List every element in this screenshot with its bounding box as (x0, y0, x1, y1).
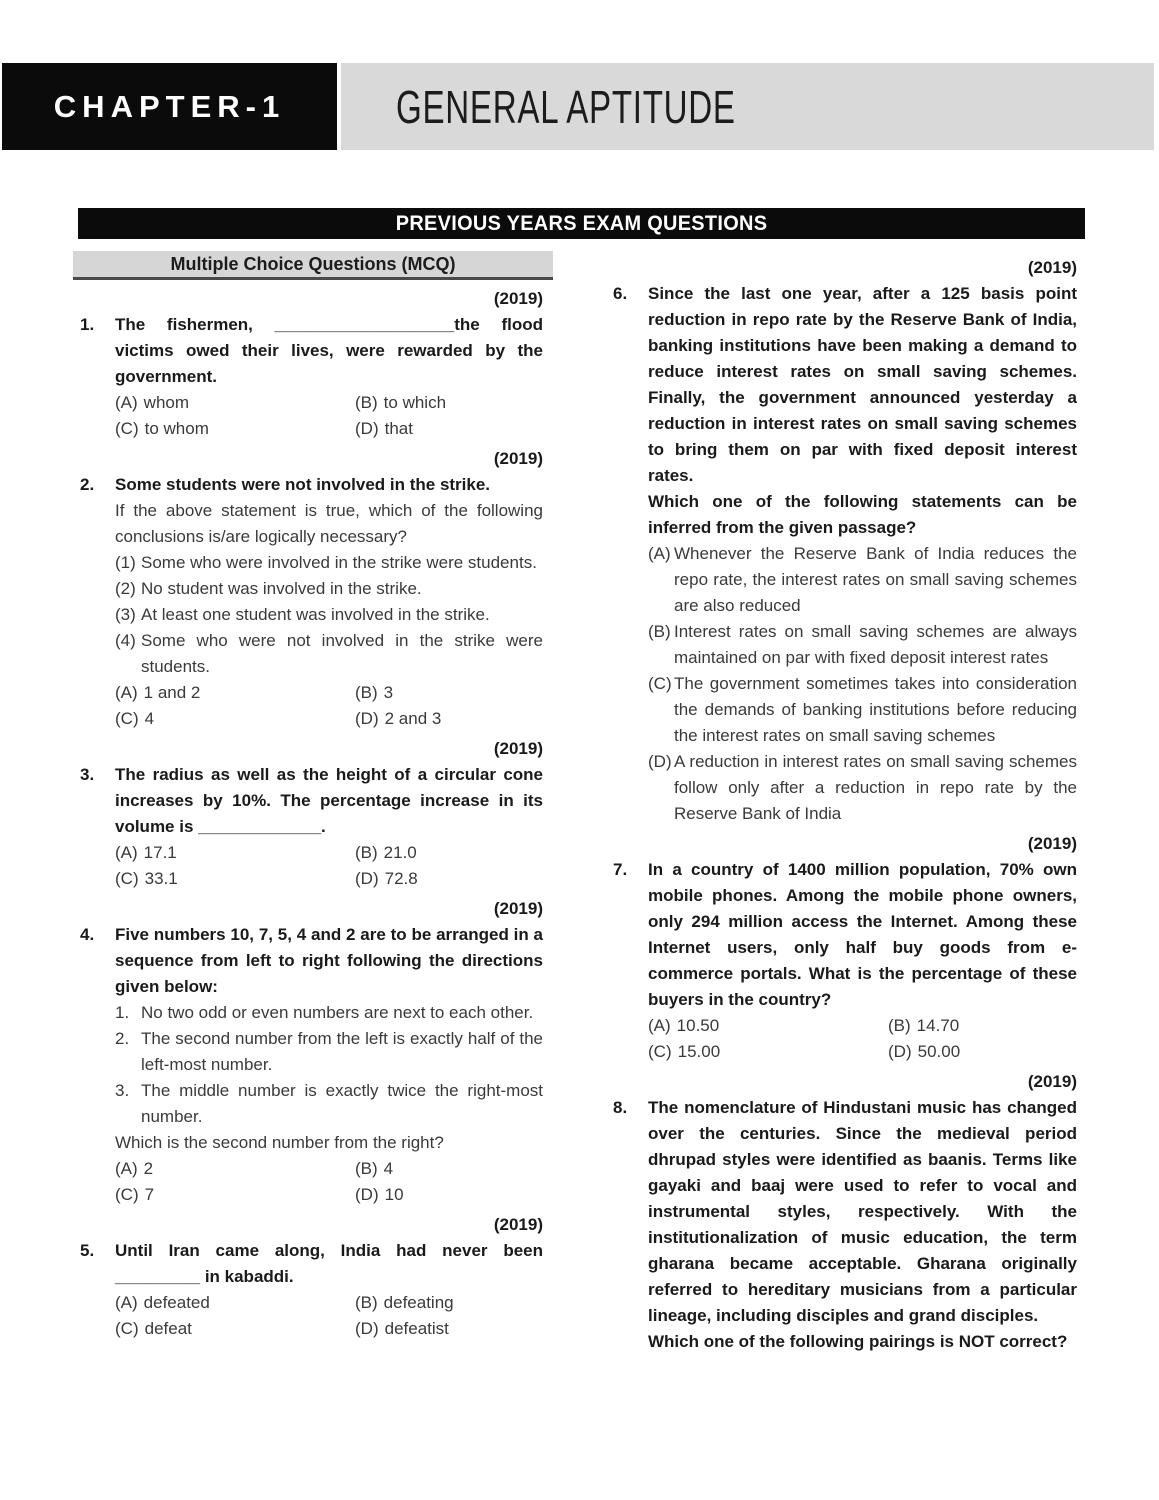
option (888, 1013, 1077, 1039)
option-text: 10 (384, 1185, 404, 1204)
option-label: (B) (355, 393, 378, 412)
question-text: Some students were not involved in the strike. (115, 475, 491, 494)
mcq-section-label: Multiple Choice Questions (MCQ) (170, 254, 456, 274)
option (648, 1013, 888, 1039)
subitem-text: At least one student was involved in the strike. (141, 605, 490, 624)
question-number: 5. (80, 1241, 95, 1260)
option-label: (C) (115, 1185, 139, 1204)
option (115, 390, 355, 416)
question-subitem (80, 576, 543, 602)
question-number: 7. (613, 860, 628, 879)
question-text: Until Iran came along, India had never been _________ in kabaddi. (115, 1241, 543, 1286)
question-number: 8. (613, 1098, 628, 1117)
option-text: 33.1 (144, 869, 178, 888)
option-label: (B) (355, 683, 378, 702)
option-text: 2 (143, 1159, 154, 1178)
question-number: 4. (80, 925, 95, 944)
option-text: 21.0 (383, 843, 417, 862)
option (613, 541, 1077, 619)
option-text: 7 (144, 1185, 155, 1204)
option-label: (B) (888, 1016, 911, 1035)
option (648, 1039, 888, 1065)
question-text: Which is the second number from the right? (115, 1133, 444, 1152)
question (80, 922, 543, 1208)
option (355, 1316, 543, 1342)
option (115, 866, 355, 892)
year-label: (2019) (493, 739, 543, 758)
option-text: that (384, 419, 413, 438)
options-grid (613, 1013, 1077, 1065)
option (613, 749, 1077, 827)
question-lead (80, 922, 543, 1000)
option-text: 17.1 (143, 843, 177, 862)
option-label: (A) (115, 1159, 138, 1178)
option-label: (A) (648, 1016, 671, 1035)
question (613, 1095, 1077, 1355)
option-text: 50.00 (917, 1042, 961, 1061)
option (888, 1039, 1077, 1065)
mcq-section-header (73, 251, 553, 280)
option (355, 1156, 543, 1182)
option-label: (D) (355, 869, 379, 888)
option-text: The government sometimes takes into consideration the demands of banking institutions before reducing the interest rates on small saving schemes (674, 674, 1077, 745)
option-text: 14.70 (916, 1016, 960, 1035)
option-text: defeating (383, 1293, 454, 1312)
option-label: (D) (355, 1185, 379, 1204)
option-label: (C) (115, 1319, 139, 1338)
option-label: (D) (648, 752, 672, 771)
question-lead (613, 1095, 1077, 1329)
subitem-label: (1) (115, 553, 136, 572)
option-text: to which (383, 393, 447, 412)
option-text: to whom (144, 419, 209, 438)
option-label: (D) (355, 709, 379, 728)
option-text: 4 (144, 709, 155, 728)
options-grid (80, 1290, 543, 1342)
question (80, 1238, 543, 1342)
subitem-label: 3. (115, 1081, 130, 1100)
question-columns (80, 251, 1077, 1355)
question-number: 2. (80, 475, 95, 494)
options-grid (80, 680, 543, 732)
question (613, 857, 1077, 1065)
question-lead (80, 762, 543, 840)
option (355, 706, 543, 732)
question (80, 312, 543, 442)
question-subitem (80, 1078, 543, 1130)
question-lead (80, 312, 543, 390)
option-text: 10.50 (676, 1016, 720, 1035)
question-text: The nomenclature of Hindustani music has changed over the centuries. Since the medieval period dhrupad styles were identified as baanis. Terms like gayaki and baaj were used to refer to vocal and instrumental styles, respectively. With the institutionalization of music education, the term gharana became acceptable. Gharana originally referred to hereditary musicians from a particular lineage, including disciples and grand disciples. (648, 1098, 1077, 1325)
option-label: (B) (355, 1293, 378, 1312)
option-label: (A) (115, 843, 138, 862)
option-label: (A) (115, 683, 138, 702)
question-text: Which one of the following statements can be inferred from the given passage? (648, 492, 1077, 537)
question (80, 762, 543, 892)
option-label: (A) (648, 544, 671, 563)
subitem-text: Some who were not involved in the strike were students. (141, 631, 543, 676)
question-text: Since the last one year, after a 125 basis point reduction in repo rate by the Reserve Bank of India, banking institutions have been making a demand to reduce interest rates on small saving schemes. Finally, the government announced yesterday a reduction in interest rates on small saving schemes to bring them on par with fixed deposit interest rates. (648, 284, 1077, 485)
year-label: (2019) (1027, 1072, 1077, 1091)
subitem-label: (3) (115, 605, 136, 624)
year-label: (2019) (1027, 258, 1077, 277)
question-text: In a country of 1400 million population, 70% own mobile phones. Among the mobile phone owners, only 294 million access the Internet. Among these Internet users, only half buy goods from e-commerce portals. What is the percentage of these buyers in the country? (648, 860, 1077, 1009)
subitem-text: Some who were involved in the strike were students. (141, 553, 537, 572)
section-banner (78, 208, 1085, 239)
question-number: 1. (80, 315, 95, 334)
subitem-label: (4) (115, 631, 136, 650)
subitem-text: The middle number is exactly twice the right-most number. (141, 1081, 543, 1126)
option-label: (C) (648, 1042, 672, 1061)
option-text: Whenever the Reserve Bank of India reduces the repo rate, the interest rates on small saving schemes are also reduced (674, 544, 1077, 615)
question-text: Which one of the following pairings is NOT correct? (648, 1332, 1068, 1351)
option-label: (C) (115, 419, 139, 438)
option (115, 1290, 355, 1316)
question-text: The fishermen, ___________________the flood victims owed their lives, were rewarded by the government. (115, 315, 543, 386)
option-label: (C) (648, 674, 672, 693)
option-text: 15.00 (677, 1042, 721, 1061)
left-question-list (80, 286, 543, 1342)
subitem-label: 2. (115, 1029, 130, 1048)
chapter-header (2, 63, 1154, 150)
option-label: (C) (115, 869, 139, 888)
subitem-text: No two odd or even numbers are next to each other. (141, 1003, 534, 1022)
year-label: (2019) (493, 1215, 543, 1234)
option (355, 1290, 543, 1316)
year-label: (2019) (493, 899, 543, 918)
options-grid (80, 1156, 543, 1208)
option-label: (B) (355, 843, 378, 862)
year-label: (2019) (493, 449, 543, 468)
chapter-label: CHAPTER-1 (53, 88, 286, 124)
subitem-label: (2) (115, 579, 136, 598)
question-number: 6. (613, 284, 628, 303)
question-subitem (80, 602, 543, 628)
option-label: (D) (355, 419, 379, 438)
option-text: 1 and 2 (143, 683, 201, 702)
question (80, 472, 543, 732)
question-number: 3. (80, 765, 95, 784)
option-text: 72.8 (384, 869, 418, 888)
option-text: 2 and 3 (384, 709, 442, 728)
option-label: (D) (888, 1042, 912, 1061)
option-text: defeat (144, 1319, 192, 1338)
chapter-title-box (341, 63, 1154, 150)
option (115, 1156, 355, 1182)
left-column (80, 251, 543, 1355)
option-label: (C) (115, 709, 139, 728)
subitem-text: The second number from the left is exactly half of the left-most number. (141, 1029, 543, 1074)
option (355, 866, 543, 892)
right-question-list (613, 255, 1077, 1355)
option-label: (D) (355, 1319, 379, 1338)
question (613, 281, 1077, 827)
options-grid (80, 390, 543, 442)
option (355, 1182, 543, 1208)
option-text: 4 (383, 1159, 394, 1178)
option-label: (B) (648, 622, 671, 641)
option-text: whom (143, 393, 190, 412)
option-text: Interest rates on small saving schemes are always maintained on par with fixed deposit interest rates (674, 622, 1077, 667)
page-title: GENERAL APTITUDE (396, 80, 736, 133)
section-banner-label: PREVIOUS YEARS EXAM QUESTIONS (395, 211, 768, 235)
option-label: (A) (115, 1293, 138, 1312)
question-text: Five numbers 10, 7, 5, 4 and 2 are to be arranged in a sequence from left to right following the directions given below: (115, 925, 543, 996)
option (115, 706, 355, 732)
options-grid (80, 840, 543, 892)
option (355, 416, 543, 442)
option (115, 1182, 355, 1208)
question-subitem (80, 1000, 543, 1026)
option (115, 1316, 355, 1342)
question-subitem (80, 1026, 543, 1078)
option (115, 680, 355, 706)
question-lead (80, 1238, 543, 1290)
question-lead (613, 857, 1077, 1013)
question-text: The radius as well as the height of a circular cone increases by 10%. The percentage increase in its volume is _____________. (115, 765, 543, 836)
option (115, 840, 355, 866)
option-text: A reduction in interest rates on small saving schemes follow only after a reduction in repo rate by the Reserve Bank of India (674, 752, 1077, 823)
question-subitem (80, 628, 543, 680)
chapter-number-box (2, 63, 337, 150)
option-label: (B) (355, 1159, 378, 1178)
option (613, 619, 1077, 671)
option (355, 680, 543, 706)
question-subitem (80, 550, 543, 576)
option-text: 3 (383, 683, 394, 702)
option (115, 416, 355, 442)
subitem-label: 1. (115, 1003, 130, 1022)
question-lead (613, 281, 1077, 489)
right-column (613, 251, 1077, 1355)
year-label: (2019) (1027, 834, 1077, 853)
option (613, 671, 1077, 749)
option (355, 840, 543, 866)
option-label: (A) (115, 393, 138, 412)
question-text: If the above statement is true, which of the following conclusions is/are logically necessary? (115, 501, 543, 546)
year-label: (2019) (493, 289, 543, 308)
question-lead (80, 472, 543, 498)
subitem-text: No student was involved in the strike. (141, 579, 422, 598)
option-text: defeatist (384, 1319, 449, 1338)
option (355, 390, 543, 416)
option-text: defeated (143, 1293, 210, 1312)
